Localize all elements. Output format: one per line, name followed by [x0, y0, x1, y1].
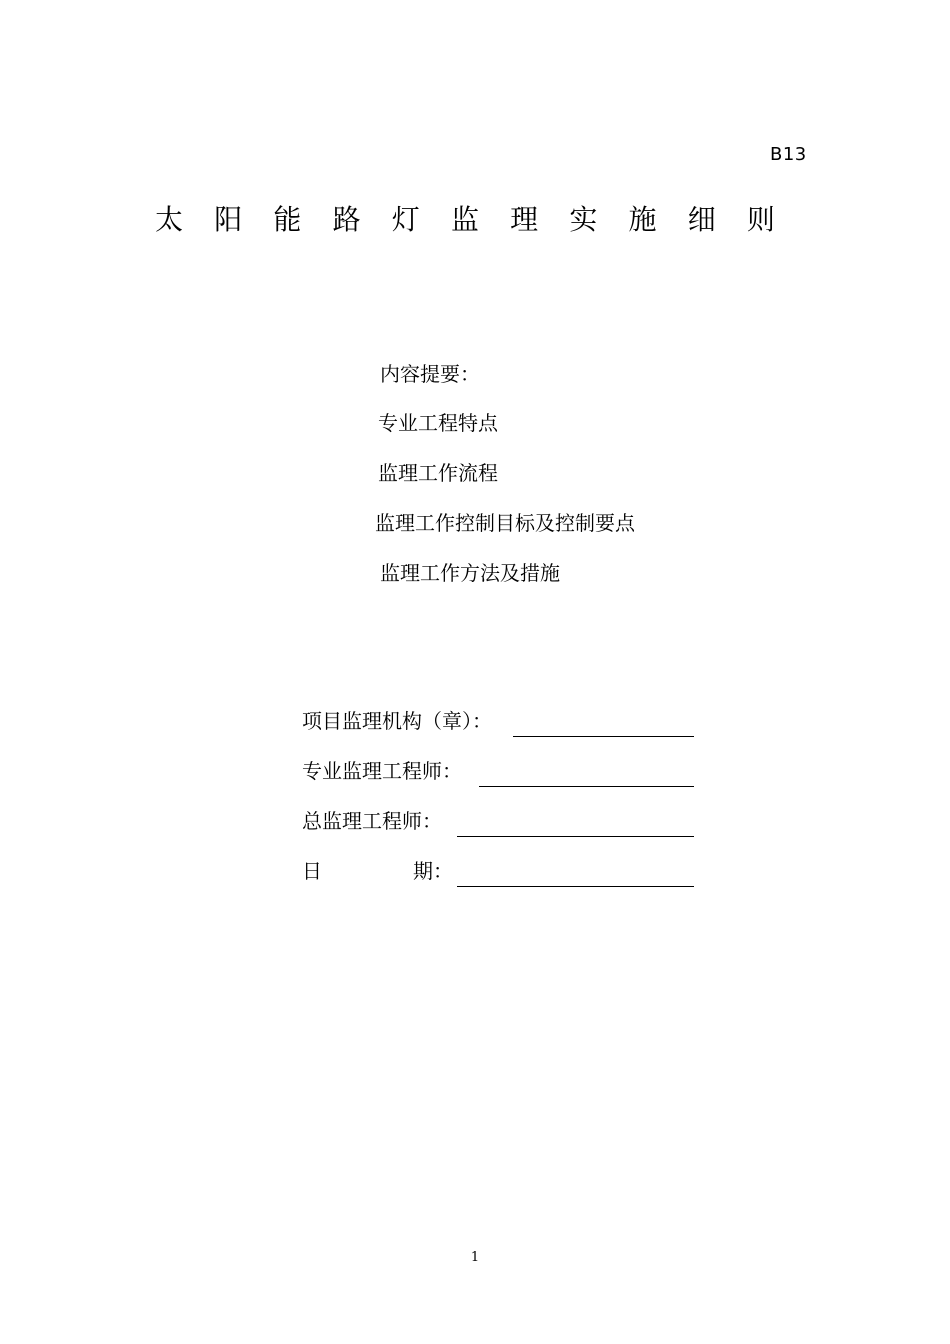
specialist-engineer-line[interactable]	[479, 786, 694, 787]
summary-heading: 内容提要：	[380, 362, 480, 386]
chief-engineer-label: 总监理工程师：	[302, 809, 442, 833]
title-char: 能	[273, 203, 302, 236]
org-seal-label: 项目监理机构（章）：	[302, 709, 492, 733]
title-char: 路	[332, 203, 361, 236]
summary-item: 监理工作流程	[378, 461, 498, 485]
title-char: 阳	[214, 203, 243, 236]
document-title	[155, 200, 775, 240]
summary-item: 专业工程特点	[378, 411, 498, 435]
summary-item: 监理工作控制目标及控制要点	[375, 511, 635, 535]
org-seal-line[interactable]	[513, 736, 694, 737]
summary-item: 监理工作方法及措施	[380, 561, 560, 585]
specialist-engineer-label: 专业监理工程师：	[302, 759, 462, 783]
page-number: 1	[470, 1250, 480, 1265]
date-label-left: 日	[302, 859, 322, 883]
title-char: 灯	[391, 203, 420, 236]
title-char: 实	[569, 203, 598, 236]
title-char: 监	[450, 203, 479, 236]
date-line[interactable]	[457, 886, 694, 887]
title-char: 施	[628, 203, 657, 236]
chief-engineer-line[interactable]	[457, 836, 694, 837]
title-char: 细	[687, 203, 716, 236]
title-char: 理	[510, 203, 539, 236]
title-char: 太	[155, 203, 184, 236]
document-code: B13	[770, 144, 807, 165]
date-label-right: 期：	[413, 859, 453, 883]
title-char: 则	[746, 203, 775, 236]
